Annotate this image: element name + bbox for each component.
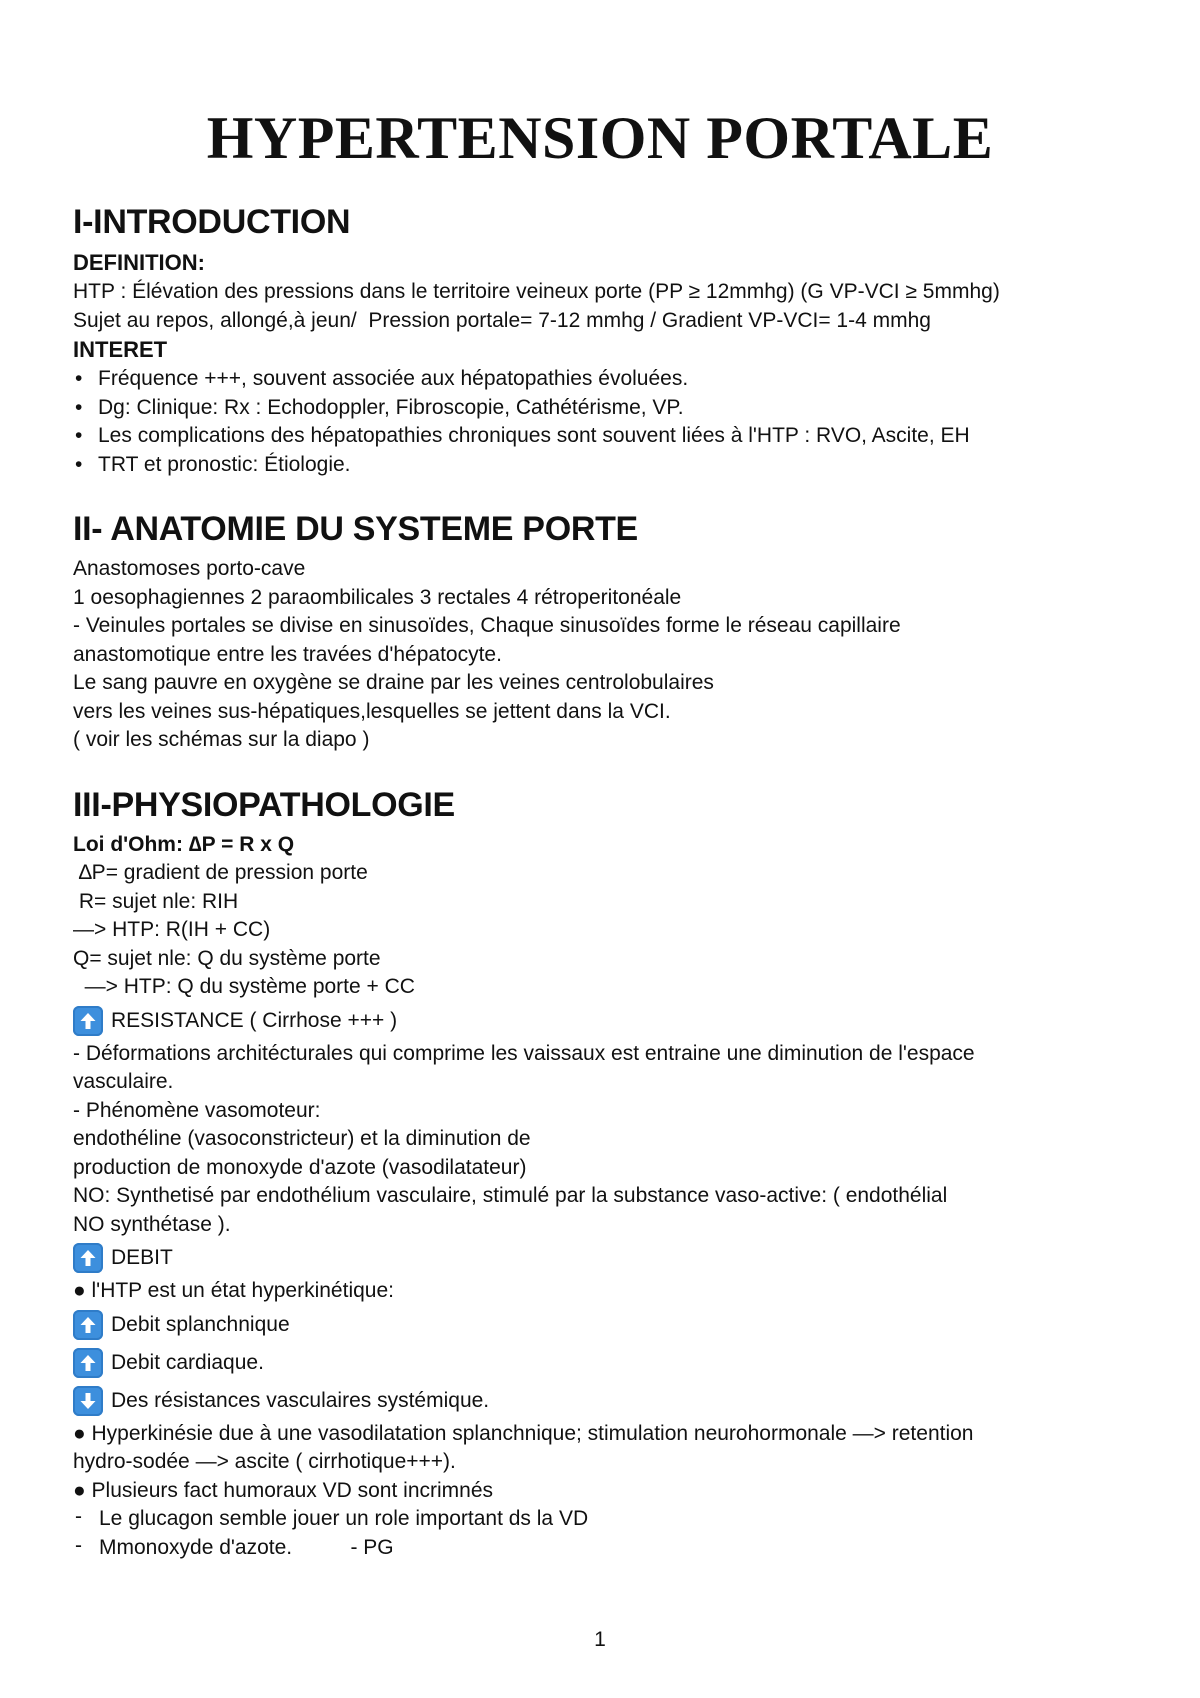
section-heading-introduction: I-INTRODUCTION <box>73 203 351 241</box>
text-line: endothéline (vasoconstricteur) et la diminution de <box>73 1127 531 1150</box>
arrow-up-icon <box>73 1243 103 1273</box>
list-item: • TRT et pronostic: Étiologie. <box>73 451 1143 480</box>
resistance-label: RESISTANCE ( Cirrhose +++ ) <box>111 1008 398 1032</box>
interet-label: INTERET <box>73 337 168 362</box>
page-number: 1 <box>594 1628 606 1651</box>
text-line: production de monoxyde d'azote (vasodilatateur) <box>73 1155 527 1179</box>
dash-item: - Le glucagon semble jouer un role important ds la VD <box>73 1505 1143 1534</box>
dash-item: - Mmonoxyde d'azote. - PG <box>73 1534 1143 1563</box>
text-line: ( voir les schémas sur la diapo ) <box>73 728 370 751</box>
text-line: anastomotique entre les travées d'hépatocyte. <box>73 642 502 666</box>
arrow-item-text: Debit cardiaque. <box>111 1350 264 1374</box>
document-body <box>73 196 1143 1562</box>
document-title: HYPERTENSION PORTALE <box>206 105 994 171</box>
arrow-item-text: Debit splanchnique <box>111 1312 290 1336</box>
text-line: —> HTP: Q du système porte + CC <box>73 975 415 998</box>
resistance-heading <box>73 1002 1143 1040</box>
text-line: Q= sujet nle: Q du système porte <box>73 946 381 970</box>
text-line: Le sang pauvre en oxygène se draine par les veines centrolobulaires <box>73 671 714 694</box>
text-line: - Veinules portales se divise en sinusoïdes, Chaque sinusoïdes forme le réseau capillaire <box>73 614 901 637</box>
section-heading-physiopathologie: III-PHYSIOPATHOLOGIE <box>73 785 455 824</box>
interet-list <box>73 365 1143 479</box>
text-line: NO: Synthetisé par endothélium vasculaire, stimulé par la substance vaso-active: ( endothélial <box>73 1184 948 1207</box>
text-line: hydro-sodée —> ascite ( cirrhotique+++). <box>73 1450 456 1473</box>
ohm-law-label: Loi d'Ohm: ∆P = R x Q <box>73 832 295 856</box>
text-line: - Phénomène vasomoteur: <box>73 1098 321 1122</box>
text-line: ● Plusieurs fact humoraux VD sont incrimnés <box>73 1478 494 1502</box>
arrow-down-icon <box>73 1386 103 1416</box>
arrow-item <box>73 1306 1143 1344</box>
arrow-up-icon <box>73 1006 103 1036</box>
arrow-item <box>73 1382 1143 1420</box>
list-item: • Fréquence +++, souvent associée aux hépatopathies évoluées. <box>73 365 1143 394</box>
debit-label: DEBIT <box>111 1246 173 1269</box>
text-line: R= sujet nle: RIH <box>73 889 239 913</box>
definition-line: Sujet au repos, allongé,à jeun/ Pression portale= 7-12 mmhg / Gradient VP-VCI= 1-4 mmhg <box>73 308 931 332</box>
text-line: vasculaire. <box>73 1070 174 1093</box>
text-line: —> HTP: R(IH + CC) <box>73 918 271 941</box>
list-item: • Les complications des hépatopathies chroniques sont souvent liées à l'HTP : RVO, Ascite, EH <box>73 422 1143 451</box>
text-line: - Déformations architécturales qui comprime les vaissaux est entraine une diminution de l'espace <box>73 1041 975 1065</box>
arrow-item <box>73 1344 1143 1382</box>
definition-line: HTP : Élévation des pressions dans le territoire veineux porte (PP ≥ 12mmhg) (G VP-VCI ≥ 5mmhg) <box>73 280 1000 303</box>
definition-label: DEFINITION: <box>73 250 205 275</box>
section-heading-anatomie: II- ANATOMIE DU SYSTEME PORTE <box>73 510 638 548</box>
arrow-item-text: Des résistances vasculaires systémique. <box>111 1388 490 1412</box>
arrow-up-icon <box>73 1348 103 1378</box>
list-item: • Dg: Clinique: Rx : Echodoppler, Fibroscopie, Cathétérisme, VP. <box>73 394 1143 423</box>
text-line: NO synthétase ). <box>73 1212 231 1236</box>
text-line: ● Hyperkinésie due à une vasodilatation splanchnique; stimulation neurohormonale —> retention <box>73 1421 974 1445</box>
text-line: ∆P= gradient de pression porte <box>73 861 368 884</box>
arrow-up-icon <box>73 1310 103 1340</box>
text-line: vers les veines sus-hépatiques,lesquelles se jettent dans la VCI. <box>73 699 671 723</box>
debit-heading <box>73 1239 1143 1277</box>
text-line: ● l'HTP est un état hyperkinétique: <box>73 1279 394 1302</box>
text-line: Anastomoses porto-cave <box>73 557 306 580</box>
text-line: 1 oesophagiennes 2 paraombilicales 3 rectales 4 rétroperitonéale <box>73 585 682 609</box>
